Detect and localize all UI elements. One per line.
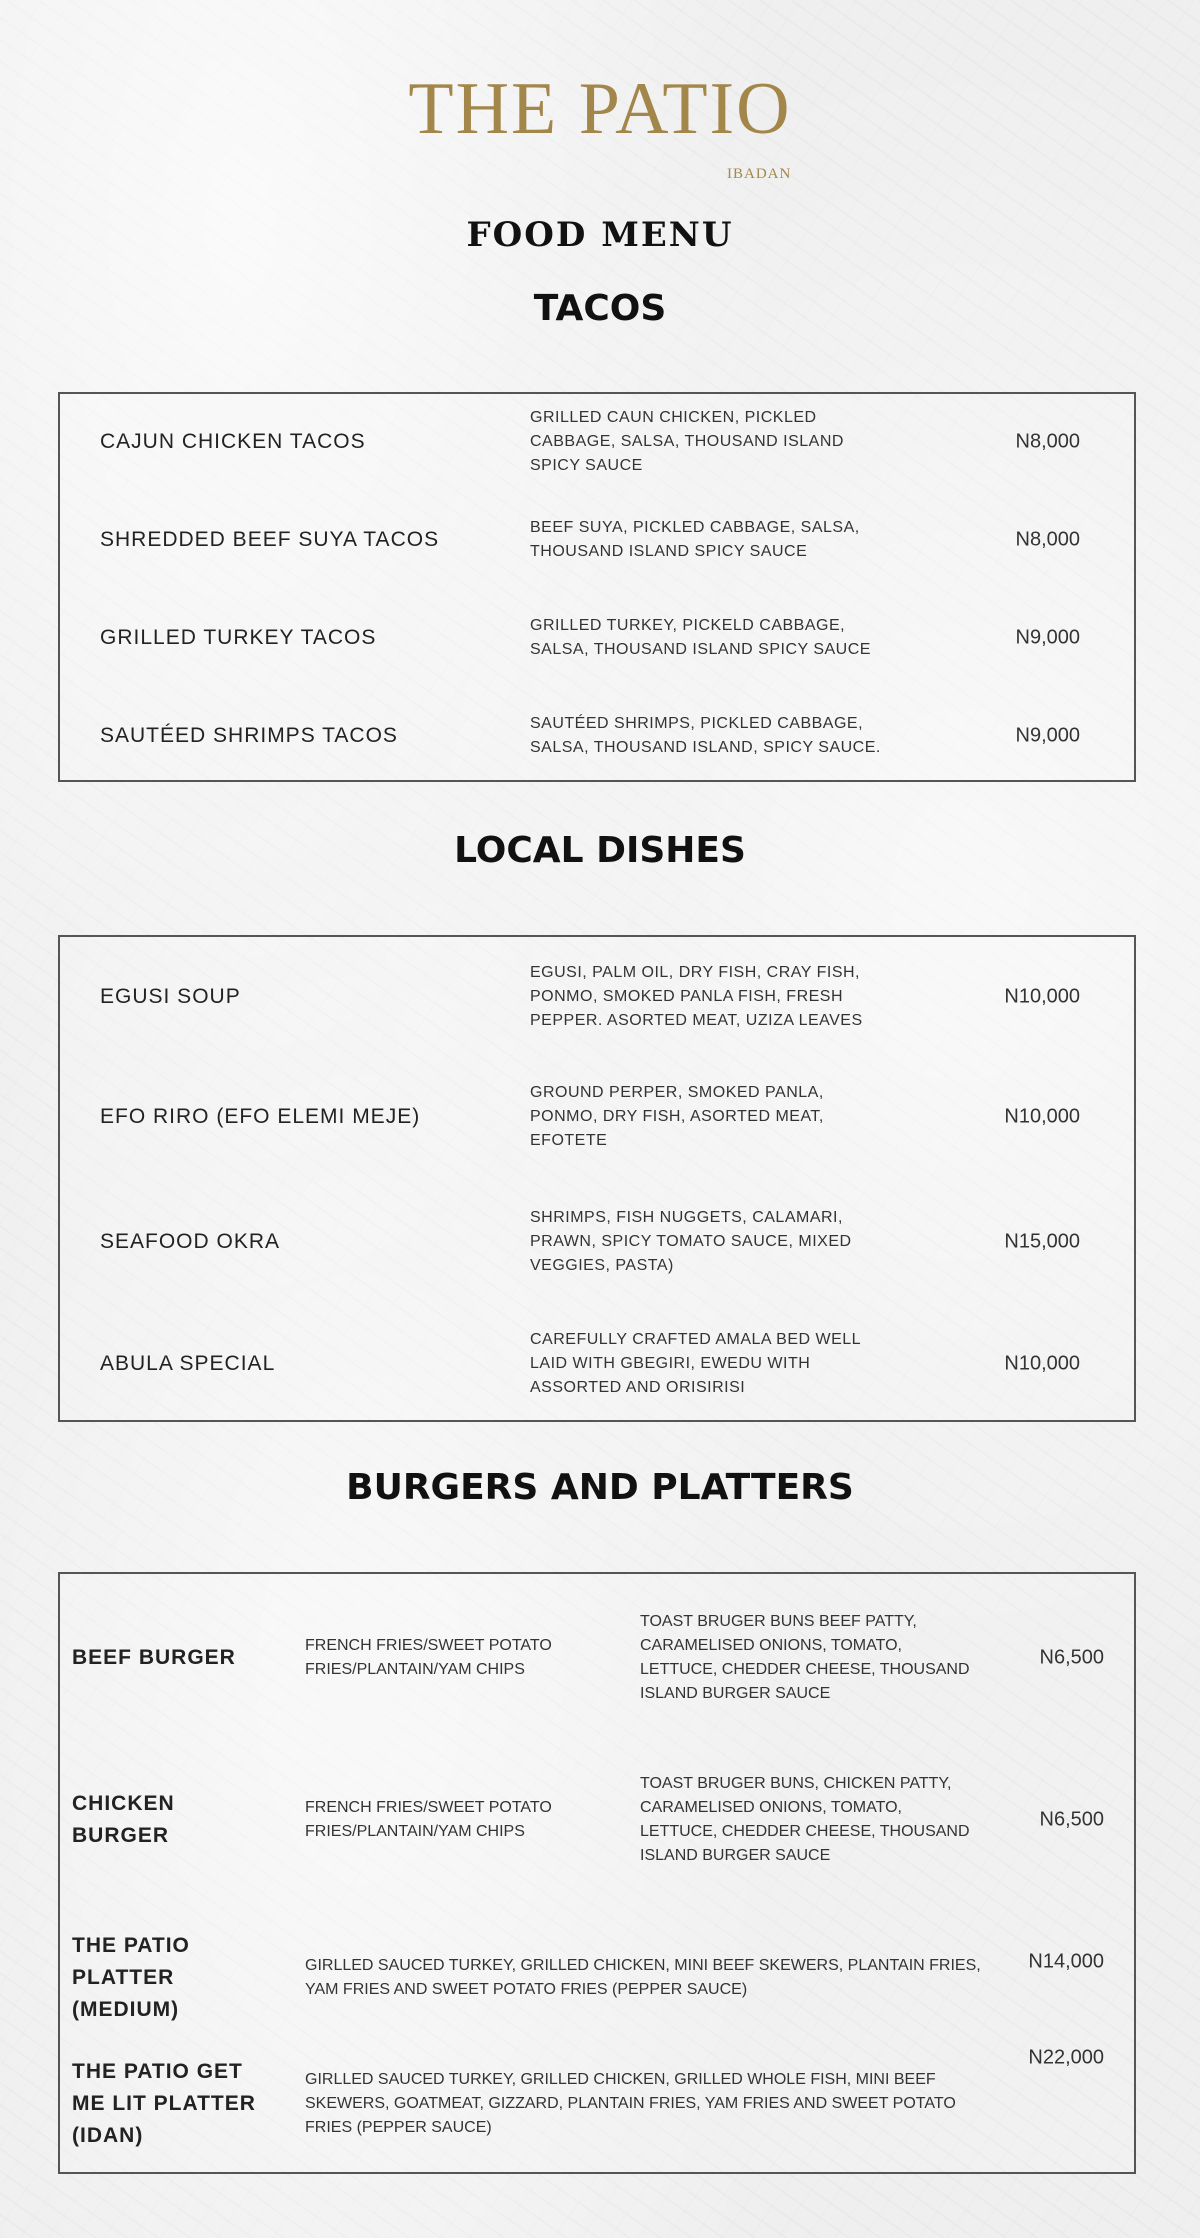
item-price: N6,500 [1039, 1808, 1104, 1831]
item-description: TOAST BRUGER BUNS BEEF PATTY, CARAMELISED ONIONS, TOMATO, LETTUCE, CHEDDER CHEESE, THOUSAND ISLAND BURGER SAUCE [640, 1613, 970, 1702]
item-sides: FRENCH FRIES/SWEET POTATO FRIES/PLANTAIN/YAM CHIPS [305, 1799, 552, 1840]
item-description: GIRLLED SAUCED TURKEY, GRILLED CHICKEN, MINI BEEF SKEWERS, PLANTAIN FRIES, YAM FRIES AND SWEET POTATO FRIES (PEPPER SAUCE) [305, 1957, 981, 1998]
item-price: N10,000 [1004, 985, 1080, 1008]
item-price: N8,000 [1015, 430, 1080, 453]
menu-title: FOOD MENU [466, 215, 734, 255]
item-description: GIRLLED SAUCED TURKEY, GRILLED CHICKEN, GRILLED WHOLE FISH, MINI BEEF SKEWERS, GOATMEAT, GIZZARD, PLANTAIN FRIES, YAM FRIES AND SWEET POTATO FRIES (PEPPER SAUCE) [305, 2071, 956, 2136]
item-name: BEEF BURGER [72, 1646, 236, 1669]
item-price: N8,000 [1015, 528, 1080, 551]
item-description: SHRIMPS, FISH NUGGETS, CALAMARI, PRAWN, SPICY TOMATO SAUCE, MIXED VEGGIES, PASTA) [530, 1209, 852, 1274]
item-name: CHICKEN BURGER [72, 1792, 175, 1847]
item-description: SAUTÉED SHRIMPS, PICKLED CABBAGE, SALSA, THOUSAND ISLAND, SPICY SAUCE. [530, 715, 881, 756]
item-name: GRILLED TURKEY TACOS [100, 626, 377, 649]
item-description: TOAST BRUGER BUNS, CHICKEN PATTY, CARAMELISED ONIONS, TOMATO, LETTUCE, CHEDDER CHEESE, THOUSAND ISLAND BURGER SAUCE [640, 1775, 970, 1864]
brand-title: THE PATIO [408, 68, 792, 150]
tacos-box [58, 392, 1136, 782]
item-description: GRILLED CAUN CHICKEN, PICKLED CABBAGE, SALSA, THOUSAND ISLAND SPICY SAUCE [530, 409, 844, 474]
item-price: N15,000 [1004, 1230, 1080, 1253]
item-price: N22,000 [1028, 2046, 1104, 2069]
item-name: ABULA SPECIAL [100, 1352, 276, 1375]
item-name: SAUTÉED SHRIMPS TACOS [100, 724, 398, 747]
item-description: GROUND PERPER, SMOKED PANLA, PONMO, DRY FISH, ASORTED MEAT, EFOTETE [530, 1084, 824, 1149]
item-description: CAREFULLY CRAFTED AMALA BED WELL LAID WITH GBEGIRI, EWEDU WITH ASSORTED AND ORISIRISI [530, 1331, 861, 1396]
burgers-platters-box [58, 1572, 1136, 2174]
item-price: N14,000 [1028, 1950, 1104, 1973]
item-name: THE PATIO PLATTER (MEDIUM) [72, 1934, 190, 2021]
item-price: N6,500 [1039, 1646, 1104, 1669]
item-description: GRILLED TURKEY, PICKELD CABBAGE, SALSA, THOUSAND ISLAND SPICY SAUCE [530, 617, 871, 658]
item-price: N10,000 [1004, 1105, 1080, 1128]
item-name: THE PATIO GET ME LIT PLATTER (IDAN) [72, 2060, 256, 2147]
section-title-tacos: TACOS [533, 288, 667, 329]
item-description: EGUSI, PALM OIL, DRY FISH, CRAY FISH, PONMO, SMOKED PANLA FISH, FRESH PEPPER. ASORTED MEAT, UZIZA LEAVES [530, 964, 863, 1029]
local-dishes-box [58, 935, 1136, 1422]
item-name: SEAFOOD OKRA [100, 1230, 281, 1253]
item-price: N9,000 [1015, 626, 1080, 649]
section-title-local-dishes: LOCAL DISHES [454, 830, 746, 871]
item-price: N9,000 [1015, 724, 1080, 747]
section-title-burgers-platters: BURGERS AND PLATTERS [346, 1467, 854, 1508]
item-name: EGUSI SOUP [100, 985, 241, 1008]
item-name: EFO RIRO (EFO ELEMI MEJE) [100, 1105, 421, 1128]
item-name: SHREDDED BEEF SUYA TACOS [100, 528, 440, 551]
item-sides: FRENCH FRIES/SWEET POTATO FRIES/PLANTAIN/YAM CHIPS [305, 1637, 552, 1678]
item-price: N10,000 [1004, 1352, 1080, 1375]
brand-logo [0, 68, 1200, 182]
brand-location: IBADAN [727, 166, 792, 182]
item-description: BEEF SUYA, PICKLED CABBAGE, SALSA, THOUSAND ISLAND SPICY SAUCE [530, 519, 860, 560]
item-name: CAJUN CHICKEN TACOS [100, 430, 366, 453]
